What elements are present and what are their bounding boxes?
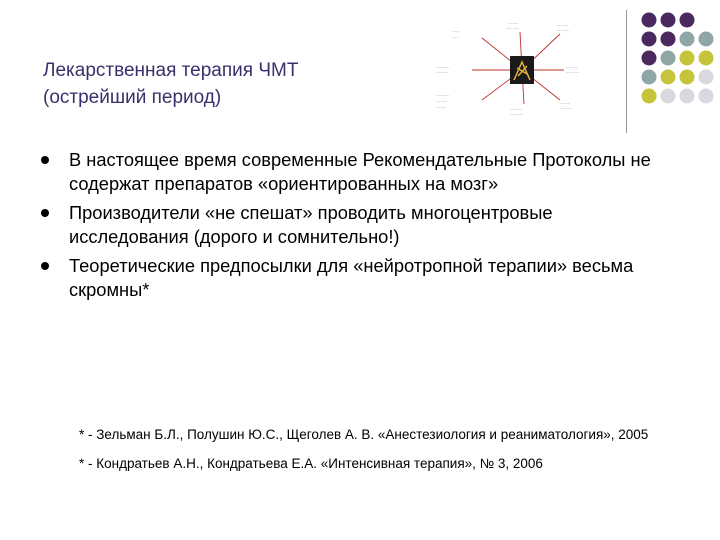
decorative-dot <box>661 51 676 66</box>
svg-text:............: ............ <box>506 25 520 30</box>
bullet-text: Теоретические предпосылки для «нейротропной терапии» весьма скромны* <box>69 255 634 300</box>
decorative-dot <box>680 70 695 85</box>
svg-text:...........: ........... <box>557 27 570 32</box>
decorative-dot-grid <box>640 12 716 106</box>
reference-item: * - Кондратьев А.Н., Кондратьева Е.А. «Интенсивная терапия», № 3, 2006 <box>79 456 543 471</box>
decorative-dot <box>680 13 695 28</box>
svg-text:.........: ......... <box>508 20 519 25</box>
slide-title <box>43 57 403 111</box>
decorative-dot <box>680 32 695 47</box>
decorative-dot <box>661 89 676 104</box>
svg-text:............: ............ <box>566 69 580 74</box>
decorative-dot <box>642 51 657 66</box>
bullet-item <box>40 254 670 302</box>
vertical-divider <box>626 10 627 133</box>
decorative-dot <box>699 89 714 104</box>
decorative-dot <box>699 32 714 47</box>
decorative-dot <box>661 70 676 85</box>
reference-item: * - Зельман Б.Л., Полушин Ю.С., Щеголев А. В. «Анестезиология и реаниматология», 2005 <box>79 427 649 442</box>
svg-text:.........: ......... <box>560 100 571 105</box>
bullet-item <box>40 148 670 196</box>
decorative-dot <box>680 51 695 66</box>
decorative-dot <box>642 13 657 28</box>
bullet-icon <box>41 262 49 270</box>
bullet-item <box>40 201 670 249</box>
svg-text:..........: .......... <box>560 105 572 110</box>
svg-text:............: ............ <box>510 111 524 116</box>
decorative-dot <box>642 32 657 47</box>
svg-text:..........: .......... <box>436 98 448 103</box>
bullet-text: В настоящее время современные Рекомендательные Протоколы не содержат препаратов «ориентированных на мозг» <box>69 149 651 194</box>
bullet-list <box>40 148 670 307</box>
decorative-dot <box>699 70 714 85</box>
decorative-dot <box>661 32 676 47</box>
decorative-dot <box>661 13 676 28</box>
svg-text:............: ............ <box>436 92 450 97</box>
svg-text:..........: .......... <box>557 22 569 27</box>
decorative-dot <box>680 89 695 104</box>
decorative-dot <box>642 70 657 85</box>
svg-text:.....: ..... <box>452 34 458 39</box>
svg-text:............: ............ <box>436 64 450 69</box>
bullet-icon <box>41 209 49 217</box>
bullet-text: Производители «не спешат» проводить многоцентровые исследования (дорого и сомнительно!) <box>69 202 553 247</box>
slide-title-line2: (острейший период) <box>43 87 222 108</box>
decorative-dot <box>642 89 657 104</box>
bullet-icon <box>41 156 49 164</box>
svg-text:.........: ......... <box>436 104 447 109</box>
svg-text:...........: ........... <box>510 106 523 111</box>
mechanism-diagram <box>432 18 612 123</box>
decorative-dot <box>699 51 714 66</box>
references <box>79 425 679 483</box>
svg-text:...........: ........... <box>436 69 449 74</box>
svg-text:.......: ....... <box>452 28 460 33</box>
slide-title-line1: Лекарственная терапия ЧМТ <box>43 60 299 81</box>
svg-text:...........: ........... <box>566 64 579 69</box>
